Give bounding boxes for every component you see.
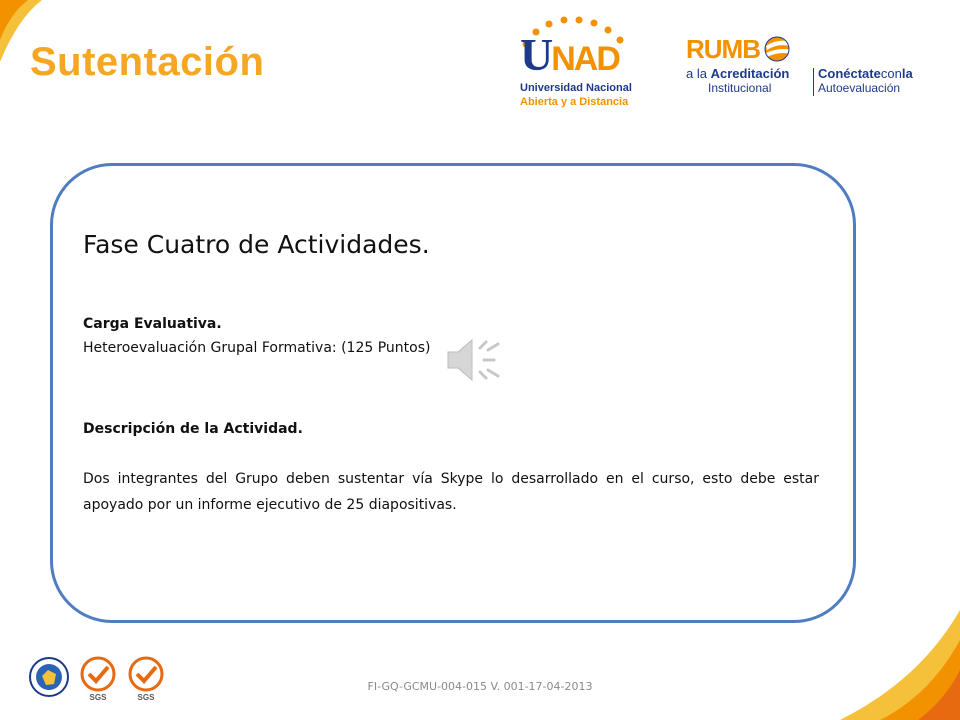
autoevaluacion-line: Autoevaluación [818, 81, 901, 95]
conect-bold2: la [901, 66, 913, 81]
unad-u: U [520, 29, 552, 80]
conect-bold: Conéctate [818, 66, 881, 81]
rumbo-separator [813, 68, 814, 96]
conectate-line [818, 66, 913, 81]
rumbo-acreditacion-logo [686, 34, 936, 104]
unad-wordmark [520, 28, 619, 81]
iso-cert-icon-2 [126, 656, 166, 702]
rumbo-line1 [686, 66, 789, 81]
footer-document-code: FI-GQ-GCMU-004-015 V. 001-17-04-2013 [367, 680, 593, 693]
rumbo-prefix: a la [686, 66, 711, 81]
unad-name-line2: Abierta y a Distancia [520, 96, 629, 108]
conect-light: con [880, 66, 902, 81]
speaker-icon[interactable] [424, 330, 514, 390]
content-box [50, 163, 856, 623]
phase-heading: Fase Cuatro de Actividades. [83, 230, 430, 259]
rumbo-line2: Institucional [708, 81, 772, 95]
sgs-label-1: SGS [89, 693, 107, 702]
bottom-right-swoosh [840, 600, 960, 720]
carga-label: Carga Evaluativa. [83, 316, 222, 332]
unad-name-line1: Universidad Nacional [520, 82, 632, 94]
carga-value: Heteroevaluación Grupal Formativa: (125 Puntos) [83, 340, 431, 356]
unad-nad: NAD [551, 40, 619, 78]
description-label: Descripción de la Actividad. [83, 421, 303, 437]
iso-cert-icon-1 [78, 656, 118, 702]
description-body: Dos integrantes del Grupo deben sustentar vía Skype lo desarrollado en el curso, esto debe estar apoyado por un informe ejecutivo de 25 diapositivas. [83, 471, 819, 513]
slide-title: Sutentación [30, 40, 265, 84]
sgs-label-2: SGS [137, 693, 155, 702]
rumbo-word: RUMB [686, 34, 760, 64]
rumbo-globe-icon [762, 34, 796, 64]
unad-logo [516, 14, 646, 110]
rumbo-bold: Acreditación [710, 66, 790, 81]
